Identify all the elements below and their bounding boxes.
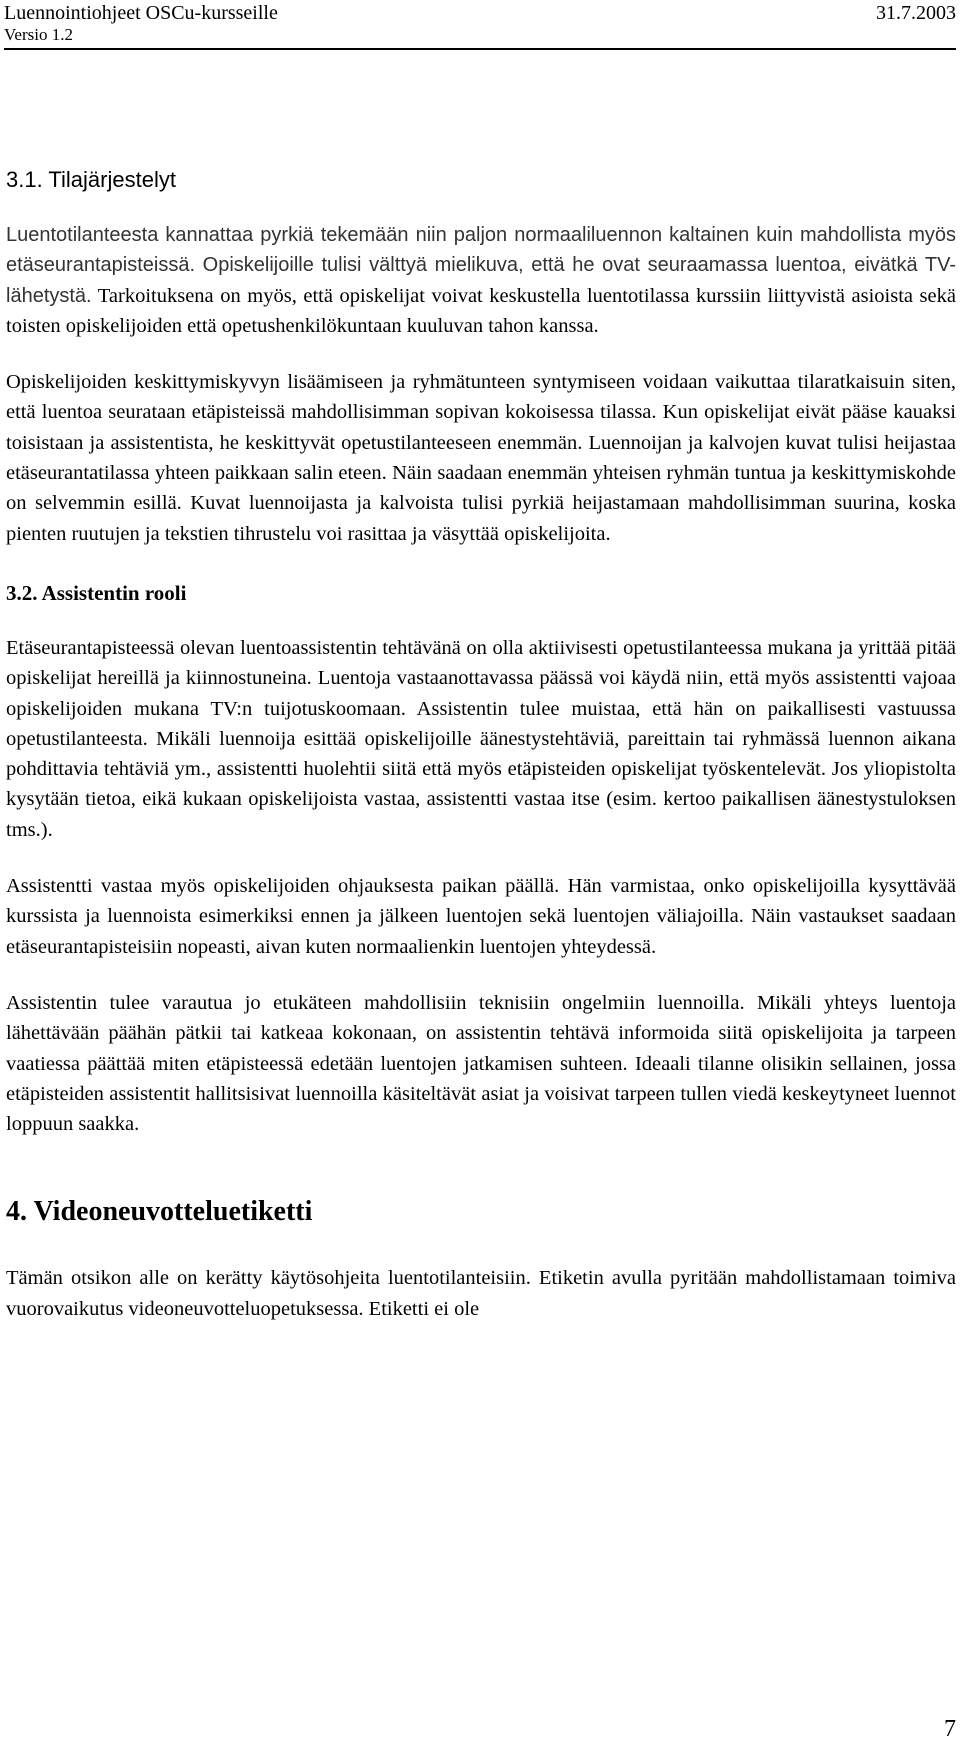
paragraph-4-1: Tämän otsikon alle on kerätty käytösohjeita luentotilanteisiin. Etiketin avulla pyritään mahdollistamaan toimiva vuorovaikutus videoneuvotteluopetuksessa. Etiketti ei ole xyxy=(6,1267,956,1320)
section-heading-3-2: 3.2. Assistentin rooli xyxy=(6,580,187,605)
paragraph-3-2-3: Assistentin tulee varautua jo etukäteen mahdollisiin teknisiin ongelmiin luennoilla. Mikäli yhteys luentoja lähettävään päähän pätkii tai katkeaa kokonaan, on assistentin tehtävä informoida siitä opiskelijoita ja tarpeen vaatiessa päättää miten etäpisteessä edetään luentojen jatkamisen suhteen. Ideaali tilanne olisikin sellainen, jossa etäpisteiden assistentit hallitsisivat luennoilla käsiteltävät asiat ja voisivat tarpeen tullen viedä keskeytyneet luennot loppuun saakka. xyxy=(6,991,956,1136)
paragraph-3-1-1 xyxy=(6,220,956,341)
document-version: Versio 1.2 xyxy=(4,25,73,44)
paragraph-3-2-2: Assistentti vastaa myös opiskelijoiden ohjauksesta paikan päällä. Hän varmistaa, onko opiskelijoilla kysyttävää kurssista ja luennoista esimerkiksi ennen ja jälkeen luentojen sekä luentojen väliajoilla. Näin vastaukset saadaan etäseurantapisteisiin nopeasti, aivan kuten normaalienkin luentojen yhteydessä. xyxy=(6,875,956,958)
section-heading-4: 4. Videoneuvotteluetiketti xyxy=(6,1196,313,1228)
document-title: Luennointiohjeet OSCu-kursseille xyxy=(4,2,278,24)
section-heading-3-1: 3.1. Tilajärjestelyt xyxy=(6,167,176,192)
page-header xyxy=(4,0,956,52)
paragraph-3-2-1: Etäseurantapisteessä olevan luentoassistentin tehtävänä on olla aktiivisesti opetustilanteessa mukana ja yrittää pitää opiskelijat hereillä ja kiinnostuneina. Luentoja vastaanottavassa päässä voi käydä niin, että myös assistentti vajoaa opiskelijoiden mukana TV:n tuijotuskoomaan. Assistentin tulee muistaa, että hän on paikallisesti vastuussa opetustilanteesta. Mikäli luennoija esittää opiskelijoille äänestystehtäviä, pareittain tai ryhmässä luennon aikana pohdittavia tehtäviä ym., assistentti huolehtii siitä että myös etäpisteiden opiskelijat työskentelevät. Jos yliopistolta kysytään tietoa, eikä kukaan opiskelijoista vastaa, assistentti vastaa itse (esim. kertoo paikallisen äänestystuloksen tms.). xyxy=(6,636,956,841)
document-date: 31.7.2003 xyxy=(876,2,956,24)
paragraph-3-1-1-serif-part: Tarkoituksena on myös, että opiskelijat voivat keskustella luentotilassa kurssiin liittyvistä asioista sekä toisten opiskelijoiden että opetushenkilökuntaan kuuluvan tahon kanssa. xyxy=(6,284,956,337)
paragraph-3-1-2: Opiskelijoiden keskittymiskyvyn lisäämiseen ja ryhmätunteen syntymiseen voidaan vaikuttaa tilaratkaisuin siten, että luentoa seurataan etäpisteissä mahdollisimman sopivan kokoisessa tilassa. Kun opiskelijat eivät pääse kauaksi toisistaan ja assistentista, he keskittyvät opetustilanteeseen enemmän. Luennoijan ja kalvojen kuvat tulisi heijastaa etäseurantatilassa yhteen paikkaan salin eteen. Näin saadaan enemmän yhteisen ryhmän tuntua ja keskittymiskohde on selvemmin esillä. Kuvat luennoijasta ja kalvoista tulisi pyrkiä heijastamaan mahdollisimman suurina, koska pienten ruutujen ja tekstien tihrustelu voi rasittaa ja väsyttää opiskelijoita. xyxy=(6,371,956,545)
paragraph-3-1-1-sans-part: Luentotilanteesta kannattaa pyrkiä tekemään niin paljon normaaliluennon kaltainen kuin mahdollista myös etäseurantapisteissä. Opiskelijoille tulisi välttyä mielikuva, että he ovat seuraamassa luentoa, eivätkä TV-lähetystä. xyxy=(6,224,956,307)
header-divider xyxy=(4,48,956,50)
page-number: 7 xyxy=(944,1716,956,1742)
page-content xyxy=(6,166,956,1350)
